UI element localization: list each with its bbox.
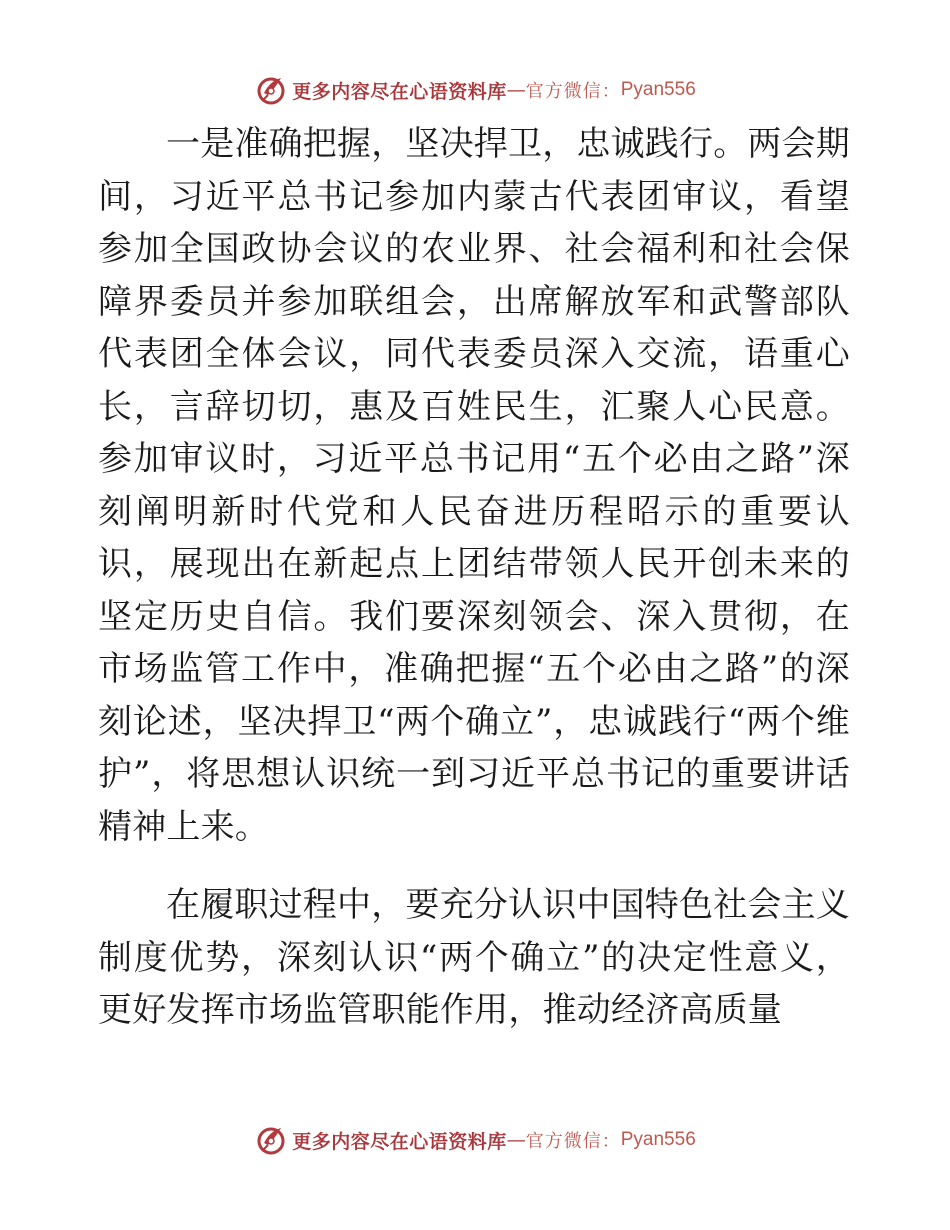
- header-wechat-id: Pyan556: [620, 79, 696, 100]
- footer-separator: —: [506, 1129, 526, 1151]
- document-body: [98, 118, 850, 1037]
- header-wechat-label: 官方微信：: [525, 81, 621, 102]
- brand-logo-icon: [254, 1123, 288, 1157]
- header-brand-text: 更多内容尽在心语资料库: [292, 80, 507, 103]
- paragraph-2: 在履职过程中，要充分认识中国特色社会主义制度优势，深刻认识“两个确立”的决定性意义，更好发挥市场监管职能作用，推动经济高质量: [98, 885, 850, 1030]
- footer-wechat-label: 官方微信：: [525, 1131, 621, 1152]
- footer-watermark: [0, 1120, 950, 1160]
- footer-brand-text: 更多内容尽在心语资料库: [292, 1130, 507, 1153]
- header-separator: —: [506, 79, 526, 101]
- paragraph-1: 一是准确把握，坚决捍卫，忠诚践行。两会期间，习近平总书记参加内蒙古代表团审议，看望参加全国政协会议的农业界、社会福利和社会保障界委员并参加联组会，出席解放军和武警部队代表团全体会议，同代表委员深入交流，语重心长，言辞切切，惠及百姓民生，汇聚人心民意。参加审议时，习近平总书记用“五个必由之路”深刻阐明新时代党和人民奋进历程昭示的重要认识，展现出在新起点上团结带领人民开创未来的坚定历史自信。我们要深刻领会、深入贯彻，在市场监管工作中，准确把握“五个必由之路”的深刻论述，坚决捍卫“两个确立”，忠诚践行“两个维护”，将思想认识统一到习近平总书记的重要讲话精神上来。: [98, 124, 850, 847]
- brand-logo-icon: [254, 73, 288, 107]
- header-watermark: [0, 70, 950, 110]
- footer-wechat-id: Pyan556: [620, 1129, 696, 1150]
